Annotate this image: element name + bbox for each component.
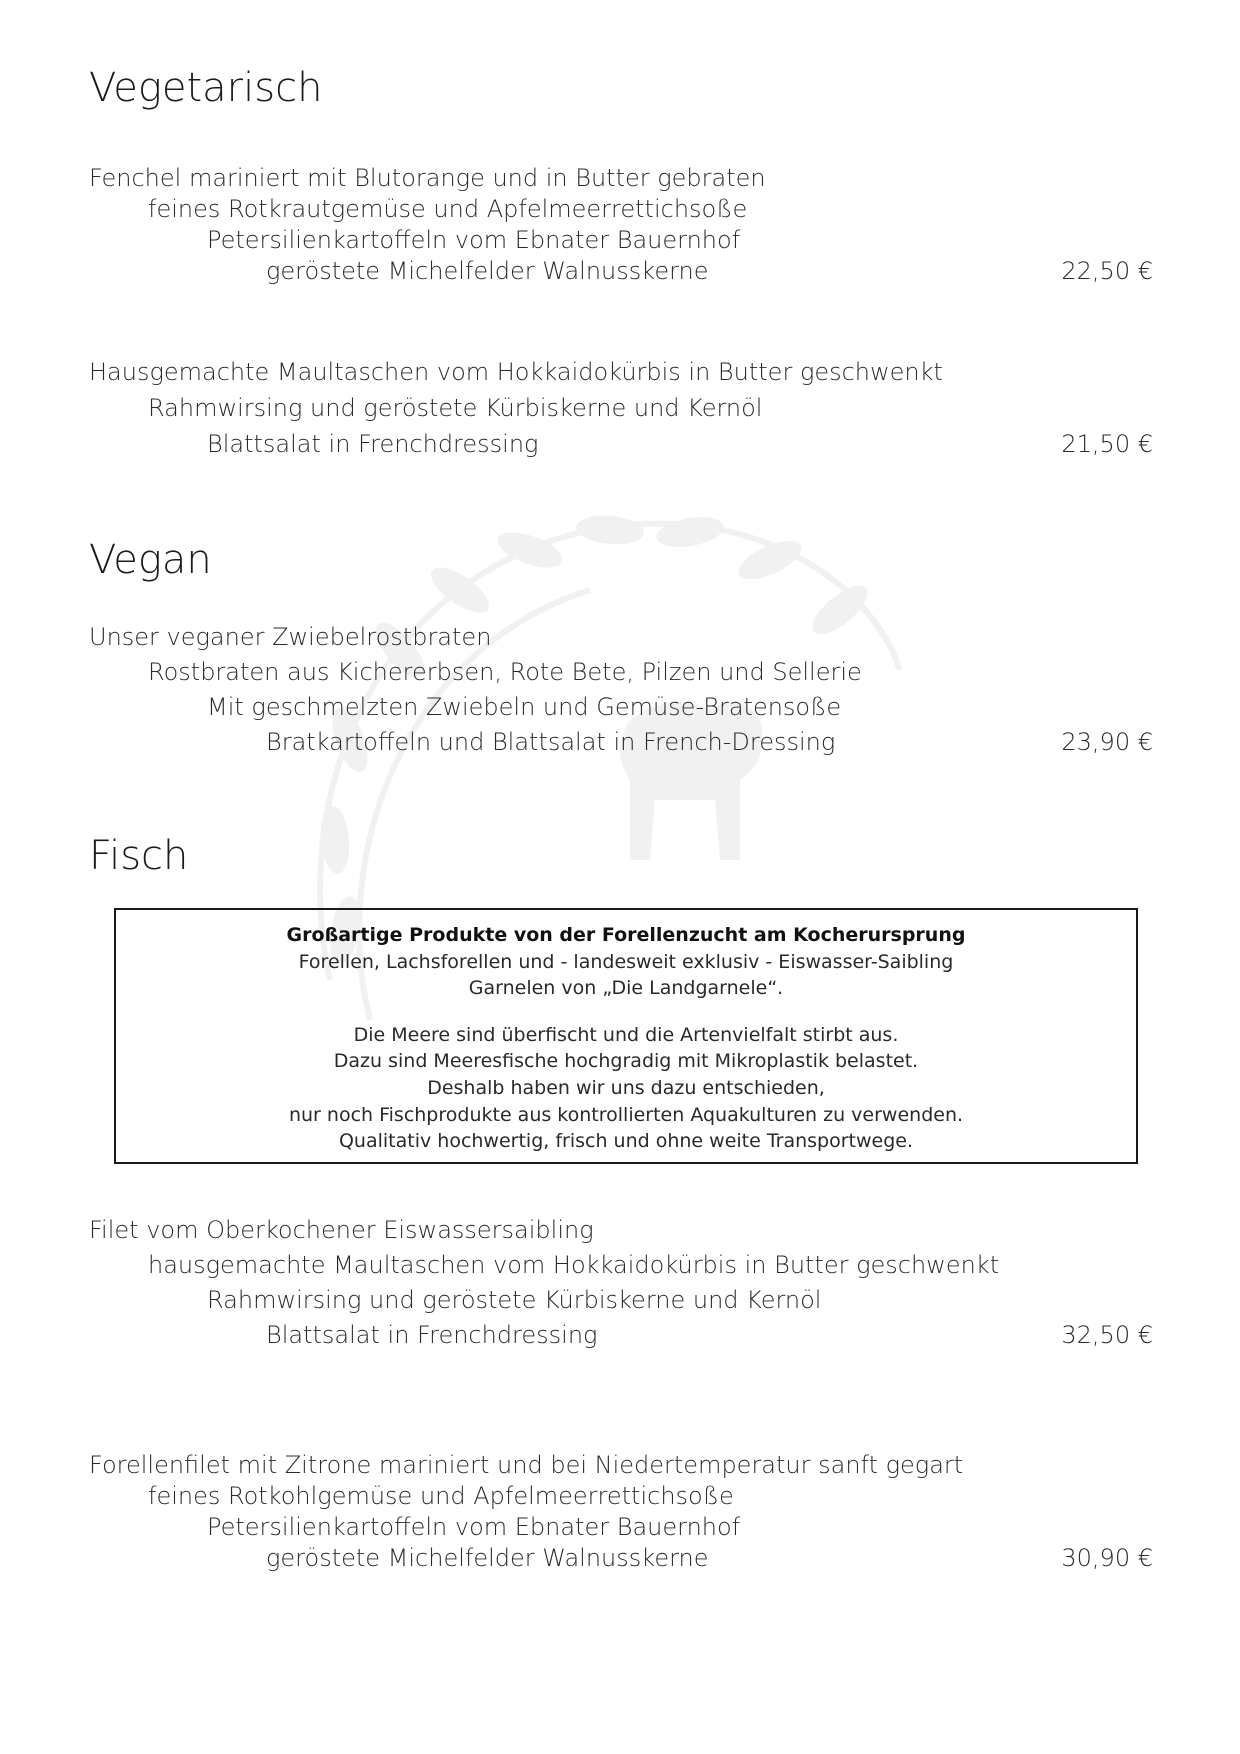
info-line: Dazu sind Meeresfische hochgradig mit Mikroplastik belastet. bbox=[333, 1050, 919, 1073]
dish-line: Rahmwirsing und geröstete Kürbiskerne und Kernöl bbox=[207, 1286, 822, 1314]
dish-line: Petersilienkartoffeln vom Ebnater Bauernhof bbox=[207, 226, 741, 254]
dish-line: feines Rotkohlgemüse und Apfelmeerrettichsoße bbox=[148, 1482, 734, 1510]
dish-title: Forellenfilet mit Zitrone mariniert und bei Niedertemperatur sanft gegart bbox=[89, 1451, 964, 1479]
dish-line: feines Rotkrautgemüse und Apfelmeerrettichsoße bbox=[148, 195, 748, 223]
dish-line: Rostbraten aus Kichererbsen, Rote Bete, Pilzen und Sellerie bbox=[148, 658, 862, 686]
dish-line: hausgemachte Maultaschen vom Hokkaidokürbis in Butter geschwenkt bbox=[148, 1251, 1000, 1279]
info-spacer bbox=[116, 1002, 1136, 1022]
dish-line: geröstete Michelfelder Walnusskerne bbox=[266, 257, 709, 285]
dish-title: Filet vom Oberkochener Eiswassersaibling bbox=[89, 1216, 594, 1244]
dish-line: Petersilienkartoffeln vom Ebnater Bauernhof bbox=[207, 1513, 741, 1541]
dish-line: Blattsalat in Frenchdressing bbox=[266, 1321, 598, 1349]
dish-price: 30,90 € bbox=[1061, 1544, 1153, 1572]
dish-line: Mit geschmelzten Zwiebeln und Gemüse-Bratensoße bbox=[207, 693, 842, 721]
dish-price: 21,50 € bbox=[1061, 430, 1153, 458]
dish-price: 32,50 € bbox=[1061, 1321, 1153, 1349]
dish-price: 23,90 € bbox=[1061, 728, 1153, 756]
fish-info-box bbox=[114, 908, 1138, 1164]
info-line: Die Meere sind überfischt und die Artenvielfalt stirbt aus. bbox=[353, 1023, 899, 1046]
dish-price: 22,50 € bbox=[1061, 257, 1153, 285]
section-heading-vegetarisch: Vegetarisch bbox=[89, 65, 323, 111]
dish-line: geröstete Michelfelder Walnusskerne bbox=[266, 1544, 709, 1572]
dish-title: Unser veganer Zwiebelrostbraten bbox=[89, 623, 492, 651]
info-line: Deshalb haben wir uns dazu entschieden, bbox=[427, 1076, 825, 1099]
dish-line: Rahmwirsing und geröstete Kürbiskerne und Kernöl bbox=[148, 394, 763, 422]
section-heading-vegan: Vegan bbox=[89, 537, 212, 583]
dish-line: Blattsalat in Frenchdressing bbox=[207, 430, 539, 458]
info-box-title: Großartige Produkte von der Forellenzucht am Kocherursprung bbox=[286, 924, 966, 946]
info-line: Garnelen von „Die Landgarnele“. bbox=[468, 977, 784, 1000]
dish-title: Hausgemachte Maultaschen vom Hokkaidokürbis in Butter geschwenkt bbox=[89, 358, 943, 386]
dish-line: Bratkartoffeln und Blattsalat in French-Dressing bbox=[266, 728, 836, 756]
info-line: Forellen, Lachsforellen und - landesweit exklusiv - Eiswasser-Saibling bbox=[298, 950, 954, 973]
info-line: Qualitativ hochwertig, frisch und ohne weite Transportwege. bbox=[338, 1130, 914, 1153]
section-heading-fisch: Fisch bbox=[89, 833, 189, 879]
info-line: nur noch Fischprodukte aus kontrollierten Aquakulturen zu verwenden. bbox=[288, 1103, 964, 1126]
dish-title: Fenchel mariniert mit Blutorange und in Butter gebraten bbox=[89, 164, 766, 192]
